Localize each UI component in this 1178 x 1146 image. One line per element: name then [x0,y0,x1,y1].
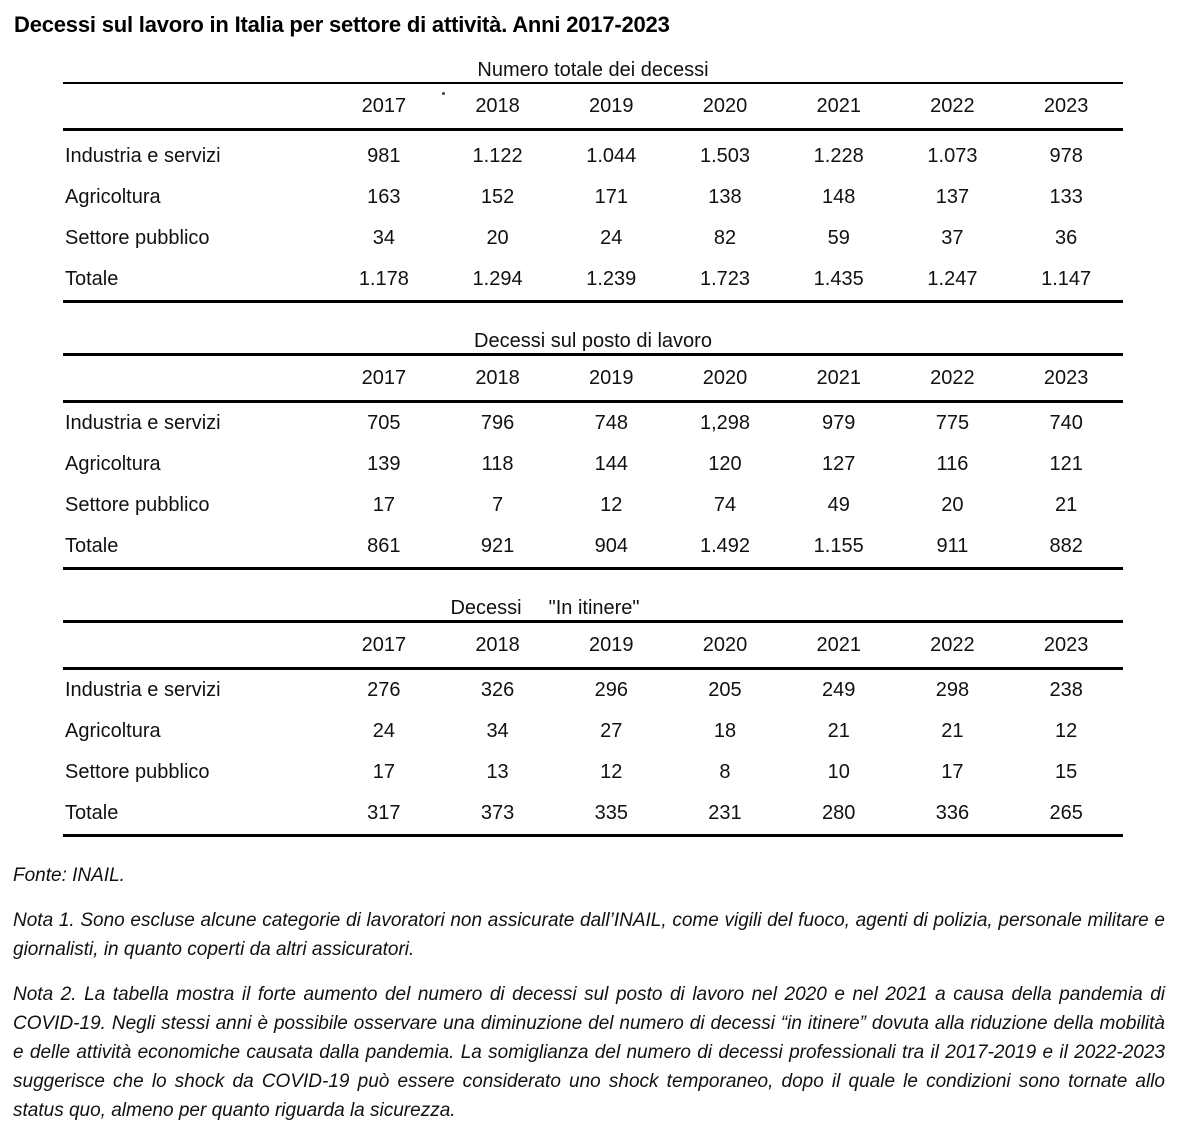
value-cell: 1,298 [699,412,751,434]
value-cell: 49 [827,494,850,516]
value-cell: 144 [594,453,628,475]
value-cell: 1.122 [472,145,523,167]
value-cell: 238 [1049,679,1083,701]
year-header-cell: 2017 [361,633,407,656]
table-caption [63,58,1123,82]
note-1: Nota 1. Sono escluse alcune categorie di lavoratori non assicurate dall’INAIL, come vigili del fuoco, agenti di polizia, personale militare e giornalisti, in quanto coperti da altri assicuratori. [13,910,1165,960]
value-cell: 34 [372,227,395,249]
row-label-cell: Agricoltura [65,186,161,208]
table-row [63,136,1123,177]
value-cell: 138 [708,186,742,208]
value-cell: 171 [594,186,628,208]
value-cell: 163 [367,186,401,208]
year-header-cell: 2017 [361,94,407,117]
value-cell: 861 [367,535,401,557]
value-cell: 882 [1049,535,1083,557]
row-label-cell: Totale [65,802,119,824]
value-cell: 205 [708,679,742,701]
row-label-cell: Industria e servizi [65,145,221,167]
table-row [63,444,1123,485]
table-row [63,403,1123,444]
table-header-row [63,623,1123,667]
value-cell: 276 [367,679,401,701]
year-header-cell: 2023 [1043,633,1089,656]
value-cell: 1.435 [813,268,864,290]
value-cell: 121 [1049,453,1083,475]
caption-extra-text: "In itinere" [548,597,640,619]
value-cell: 981 [367,145,401,167]
value-cell: 1.723 [699,268,751,290]
table-body [63,403,1123,567]
row-label-cell: Totale [65,535,119,557]
table-bottom-rule [63,834,1123,837]
value-cell: 1.147 [1041,268,1092,290]
value-cell: 127 [822,453,856,475]
value-cell: 24 [600,227,623,249]
value-cell: 133 [1049,186,1083,208]
value-cell: 21 [1055,494,1078,516]
value-cell: 18 [713,720,737,742]
value-cell: 740 [1049,412,1083,434]
value-cell: 82 [713,227,737,249]
caption-group [450,596,639,620]
table-caption [63,329,1123,353]
year-header-cell: 2018 [475,366,520,389]
value-cell: 904 [594,535,628,557]
year-header-cell: 2022 [930,94,975,117]
table-header-row [63,356,1123,400]
caption-text: Numero totale dei decessi [477,59,709,81]
year-header-cell: 2019 [589,633,634,656]
table-row [63,485,1123,526]
year-header-cell: 2019 [589,94,634,117]
value-cell: 1.228 [813,145,864,167]
row-label-cell: Agricoltura [65,720,161,742]
page-title: Decessi sul lavoro in Italia per settore di attività. Anni 2017-2023 [14,12,670,37]
value-cell: 373 [480,802,515,824]
value-cell: 21 [827,720,850,742]
table-bottom-rule [63,300,1123,303]
value-cell: 37 [941,227,964,249]
table-row [63,711,1123,752]
stray-dot-mark [442,92,445,95]
row-label-cell: Settore pubblico [65,494,210,516]
value-cell: 335 [594,802,628,824]
year-header-cell: 2021 [816,366,861,389]
year-header-cell: 2020 [702,633,748,656]
value-cell: 137 [935,186,970,208]
value-cell: 326 [480,679,515,701]
row-label-cell: Settore pubblico [65,761,210,783]
table-workplace-deaths [63,329,1123,570]
value-cell: 978 [1049,145,1083,167]
value-cell: 15 [1055,761,1078,783]
year-header-cell: 2019 [589,366,634,389]
value-cell: 8 [719,761,731,783]
table-row [63,177,1123,218]
value-cell: 231 [708,802,742,824]
value-cell: 12 [600,494,623,516]
year-header-cell: 2023 [1043,366,1089,389]
value-cell: 1.294 [472,268,523,290]
year-header-cell: 2021 [816,94,861,117]
value-cell: 979 [822,412,856,434]
table-row [63,259,1123,300]
value-cell: 249 [822,679,856,701]
value-cell: 17 [372,494,395,516]
table-row [63,670,1123,711]
table-commuting-deaths [63,596,1123,837]
row-label-cell: Settore pubblico [65,227,210,249]
row-label-cell: Agricoltura [65,453,161,475]
year-header-cell: 2022 [930,366,975,389]
year-header-cell: 2018 [475,94,520,117]
table-row [63,793,1123,834]
value-cell: 265 [1049,802,1083,824]
table-body [63,131,1123,300]
value-cell: 74 [713,494,737,516]
table-total-deaths [63,58,1123,303]
value-cell: 1.247 [927,268,978,290]
row-label-cell: Industria e servizi [65,412,221,434]
value-cell: 12 [1055,720,1078,742]
table-caption [63,596,1123,620]
value-cell: 27 [600,720,623,742]
value-cell: 911 [936,535,969,557]
value-cell: 36 [1055,227,1078,249]
caption-text: Decessi [450,597,522,619]
year-header-cell: 2020 [702,366,748,389]
value-cell: 796 [480,412,515,434]
caption-text: Decessi sul posto di lavoro [474,330,712,352]
value-cell: 1.239 [586,268,637,290]
note-2: Nota 2. La tabella mostra il forte aumento del numero di decessi sul posto di lavoro nel 2020 e nel 2021 a causa della pandemia di COVID-19. Negli stessi anni è possibile osservare una diminuzione del numero di decessi “in itinere” dovuta alla riduzione della mobilità e delle attività economiche causata dalla pandemia. La somiglianza del numero di decessi professionali tra il 2017-2019 e il 2022-2023 suggerisce che lo shock da COVID-19 può essere considerato uno shock temporaneo, dopo il quale le condizioni sono tornate allo status quo, almeno per quanto riguarda la sicurezza. [13,984,1165,1121]
year-header-cell: 2018 [475,633,520,656]
value-cell: 317 [367,802,401,824]
year-header-cell: 2021 [816,633,861,656]
value-cell: 296 [594,679,628,701]
year-header-cell: 2022 [930,633,975,656]
value-cell: 17 [372,761,395,783]
source-note: Fonte: INAIL. [13,865,125,886]
value-cell: 336 [935,802,970,824]
value-cell: 1.178 [358,268,409,290]
value-cell: 118 [481,453,514,475]
row-label-cell: Industria e servizi [65,679,221,701]
value-cell: 20 [486,227,509,249]
table-row [63,218,1123,259]
value-cell: 775 [935,412,970,434]
value-cell: 280 [822,802,856,824]
value-cell: 298 [935,679,970,701]
value-cell: 13 [486,761,509,783]
value-cell: 7 [492,494,504,516]
value-cell: 705 [367,412,401,434]
table-row [63,752,1123,793]
value-cell: 10 [827,761,850,783]
value-cell: 921 [480,535,515,557]
table-row [63,526,1123,567]
row-label-cell: Totale [65,268,119,290]
year-header-cell: 2020 [702,94,748,117]
value-cell: 1.492 [699,535,751,557]
value-cell: 148 [822,186,856,208]
value-cell: 17 [941,761,964,783]
value-cell: 139 [367,453,401,475]
value-cell: 12 [600,761,623,783]
value-cell: 59 [827,227,850,249]
value-cell: 24 [372,720,395,742]
value-cell: 120 [708,453,742,475]
value-cell: 20 [941,494,964,516]
value-cell: 116 [936,453,969,475]
table-bottom-rule [63,567,1123,570]
notes-section [13,861,1165,1125]
value-cell: 152 [480,186,515,208]
value-cell: 1.503 [699,145,751,167]
value-cell: 1.044 [586,145,637,167]
year-header-cell: 2017 [361,366,407,389]
value-cell: 1.073 [927,145,978,167]
value-cell: 1.155 [813,535,864,557]
table-header-row [63,84,1123,128]
year-header-cell: 2023 [1043,94,1089,117]
value-cell: 748 [594,412,628,434]
value-cell: 34 [486,720,509,742]
value-cell: 21 [941,720,964,742]
table-body [63,670,1123,834]
